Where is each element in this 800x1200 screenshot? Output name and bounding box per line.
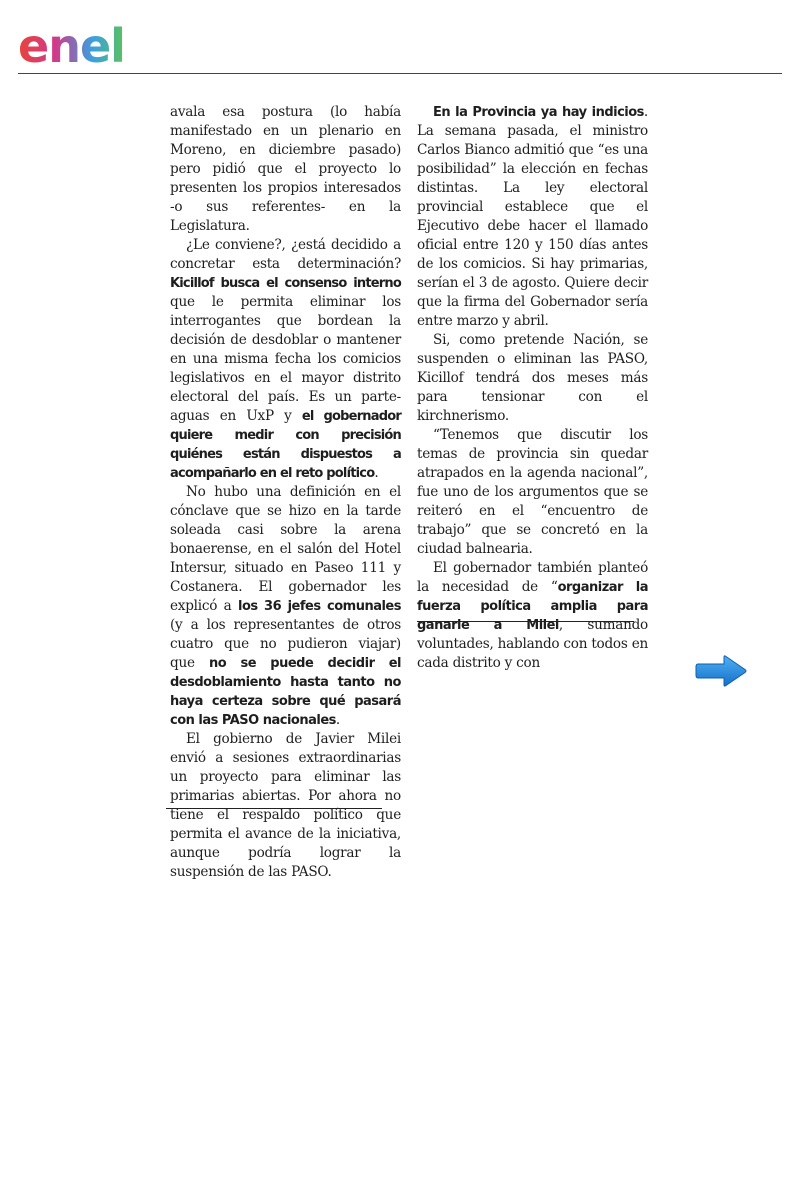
article-paragraph: [417, 331, 648, 426]
article-column-right: [417, 103, 648, 673]
article-paragraph: [170, 483, 401, 730]
column-end-rule-right: [417, 621, 634, 622]
bold-text-run: el gobernador quiere medir con precisión quiénes están dispuestos a acompañarlo en el reto político: [170, 409, 401, 481]
article-paragraph: [170, 103, 401, 236]
text-run: No hubo una definición en el cónclave que se hizo en la tarde soleada casi sobre la arena bonaerense, en el salón del Hotel Intersur, situado en Paseo 111 y Costanera. El gobernador les explicó a: [170, 484, 401, 614]
header-divider: [18, 73, 782, 74]
article-paragraph: [170, 236, 401, 483]
bold-text-run: no se puede decidir el desdoblamiento hasta tanto no haya certeza sobre qué pasará con las PASO nacionales: [170, 656, 401, 728]
text-run: que le permita eliminar los interrogantes que bordean la decisión de desdoblar o mantener en una misma fecha los comicios legislativos en el mayor distrito electoral del país. Es un parte-aguas en UxP y: [170, 294, 401, 424]
article-paragraph: [417, 103, 648, 331]
article-paragraph: [170, 730, 401, 882]
text-run: “Tenemos que discutir los temas de provincia sin quedar atrapados en la agenda nacional”, fue uno de los argumentos que se reiteró en el “encuentro de trabajo” que se concretó en la ciudad balnearia.: [417, 427, 648, 557]
text-run: . La semana pasada, el ministro Carlos Bianco admitió que “es una posibilidad” la elección en fechas distintas. La ley electoral provincial establece que el Ejecutivo debe hacer el llamado oficial entre 120 y 150 días antes de los comicios. Si hay primarias, serían el 3 de agosto. Quiere decir que la firma del Gobernador sería entre marzo y abril.: [417, 104, 648, 329]
bold-text-run: los 36 jefes comunales: [237, 599, 401, 614]
text-run: avala esa postura (lo había manifestado en un plenario en Moreno, en diciembre pasado) pero pidió que el proyecto lo presenten los propios interesados -o sus referentes- en la Legislatura.: [170, 104, 401, 234]
text-run: ¿Le conviene?, ¿está decidido a concretar esta determinación?: [170, 237, 401, 272]
text-run: El gobierno de Javier Milei envió a sesiones extraordinarias un proyecto para eliminar las primarias abiertas. Por ahora no tiene el respaldo político que permita el avance de la iniciativa, aunque podría lograr la suspensión de las PASO.: [170, 731, 401, 880]
text-run: Si, como pretende Nación, se suspenden o eliminan las PASO, Kicillof tendrá dos meses más para tensionar con el kirchnerismo.: [417, 332, 648, 424]
bold-text-run: organizar la fuerza política amplia para ganarle a Milei: [417, 580, 648, 633]
text-run: .: [374, 465, 379, 481]
arrow-right-icon[interactable]: [694, 654, 748, 688]
text-run: , sumando voluntades, hablando con todos en cada distrito y con: [417, 617, 648, 671]
article-paragraph: [417, 559, 648, 673]
bold-text-run: Kicillof busca el consenso interno: [170, 276, 401, 291]
logo-wordmark: enel: [18, 19, 125, 70]
enel-logo: [16, 8, 176, 70]
article-column-left: [170, 103, 401, 882]
text-run: El gobernador también planteó la necesidad de “: [417, 560, 648, 595]
bold-text-run: En la Provincia ya hay indicios: [433, 105, 644, 120]
text-run: .: [335, 712, 340, 728]
article-paragraph: [417, 426, 648, 559]
column-end-rule-left: [166, 808, 382, 809]
text-run: (y a los representantes de otros cuatro que no pudieron viajar) que: [170, 617, 401, 671]
